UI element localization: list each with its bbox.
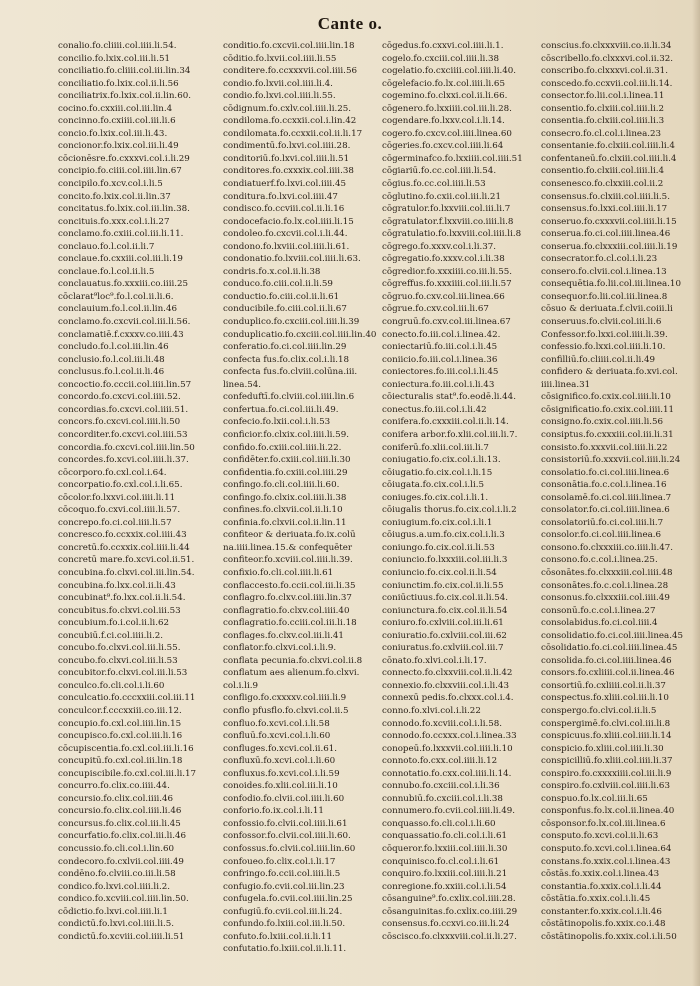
index-entry: cōdignum.fo.cxlv.col.iiii.li.25. bbox=[223, 103, 352, 114]
index-entry: cōsignificatio.fo.cxix.col.iiii.11 bbox=[541, 404, 675, 415]
index-entry: cōscribello.fo.clxxxvi.col.ii.32. bbox=[541, 53, 674, 64]
index-entry: conspiro.fo.cxlviii.col.iiii.li.63 bbox=[541, 781, 670, 792]
index-entry: cōgreffus.fo.xxxiiii.col.iii.li.57 bbox=[382, 279, 512, 290]
index-entry: connoto.fo.cxx.col.iiii.li.12 bbox=[382, 756, 498, 767]
index-entry: cōgiariū.fo.cc.col.iiii.li.54. bbox=[382, 166, 497, 177]
page-edge-shadow bbox=[692, 0, 700, 986]
index-entry: conscedo.fo.ccxvii.col.iii.li.14. bbox=[541, 78, 673, 89]
index-entry: concionor.fo.lxix.col.iii.li.49 bbox=[58, 141, 179, 152]
index-entry: concupio.fo.cxl.col.iiii.lin.15 bbox=[58, 718, 182, 729]
index-entry: confidero & deriuata.fo.xvi.col. bbox=[541, 367, 678, 378]
running-header: Cante o. bbox=[317, 14, 383, 33]
index-entry: consonus.fo.clxxxiii.col.iiii.49 bbox=[541, 593, 670, 604]
index-entry: concubitor.fo.clxvi.col.iii.li.53 bbox=[58, 668, 188, 679]
index-entry: concursio.fo.clix.col.iiii.li.46 bbox=[58, 806, 182, 817]
index-entry: condimentū.fo.lxvi.col.iiii.28. bbox=[223, 141, 351, 152]
index-entry: confluxus.fo.xcvi.col.i.li.59 bbox=[223, 768, 340, 779]
index-entry: constanter.fo.xxix.col.i.li.46 bbox=[541, 906, 662, 917]
index-entry: consolator.fo.ci.col.iiii.linea.6 bbox=[541, 505, 670, 516]
index-entry: cōgredior.fo.xxxiiii.co.iii.li.55. bbox=[382, 266, 513, 277]
index-entry: conquasso.fo.cli.col.i.li.60 bbox=[382, 818, 496, 829]
index-entry: conciliatio.fo.cliiii.col.iii.lin.34 bbox=[58, 66, 191, 77]
index-entry: linea.54. bbox=[223, 379, 262, 390]
index-entry: concussio.fo.cli.col.i.lin.60 bbox=[58, 844, 175, 854]
index-entry: conseruo.fo.cxxxvii.col.iiii.li.15 bbox=[541, 216, 677, 227]
index-entry: concubitus.fo.clxvi.col.iii.53 bbox=[58, 605, 181, 616]
index-column-4 bbox=[535, 40, 694, 980]
index-entry: confecio.fo.lxii.col.i.li.53 bbox=[223, 417, 331, 428]
index-entry: conclamatiē.f.cxxxv.co.iiii.43 bbox=[58, 329, 184, 340]
index-entry: conflages.fo.clxv.col.iii.li.41 bbox=[223, 630, 344, 641]
index-entry: condio.fo.lxvii.col.iiii.li.4. bbox=[223, 78, 333, 89]
index-entry: cōdictio.fo.lxvi.col.iiii.li.1 bbox=[58, 906, 168, 917]
index-entry: confinia.fo.clxvii.col.ii.lin.11 bbox=[223, 517, 347, 528]
index-entry: cōiugalis thorus.fo.cix.col.i.li.2 bbox=[382, 505, 517, 516]
index-entry: condonatio.fo.lxviii.col.iiii.li.63. bbox=[223, 254, 361, 265]
index-entry: conflatum aes alienum.fo.clxvi. bbox=[223, 668, 360, 679]
index-entry: consolidatio.fo.ci.col.iiii.linea.45 bbox=[541, 630, 684, 641]
index-entry: cōgelefacio.fo.lx.col.iiii.li.65 bbox=[382, 78, 505, 89]
index-entry: cōgratulor.fo.lxxviii.col.iii.li.7 bbox=[382, 204, 511, 215]
index-entry: concordia.fo.cxcvi.col.iiii.lin.50 bbox=[58, 442, 195, 453]
index-entry: conregione.fo.xxiii.col.i.li.54 bbox=[382, 881, 507, 892]
index-entry: conclauo.fo.l.col.ii.li.7 bbox=[58, 241, 155, 252]
index-entry: cōglutino.fo.cxii.col.iii.li.21 bbox=[382, 191, 501, 202]
index-entry: conclaue.fo.l.col.ii.li.5 bbox=[58, 266, 155, 277]
index-entry: conduplicatio.fo.cxciii.col.iiii.lin.40 bbox=[223, 329, 376, 340]
index-entry: consensus.fo.clxiii.col.iiii.li.5. bbox=[541, 191, 670, 202]
index-entry: consigno.fo.cxix.col.iiii.li.56 bbox=[541, 417, 664, 428]
index-entry: confidēter.fo.cxiii.col.iiii.li.30 bbox=[223, 455, 351, 466]
index-entry: coniuncio.fo.cix.col.ii.li.54 bbox=[382, 567, 497, 578]
index-entry: congruū.fo.cxv.col.iii.linea.67 bbox=[382, 317, 511, 328]
index-entry: concludo.fo.l.col.iii.lin.46 bbox=[58, 342, 169, 353]
index-entry: coniuro.fo.cxlviii.col.iii.li.61 bbox=[382, 618, 504, 629]
index-entry: confecta fus.fo.clviii.colūna.iii. bbox=[223, 367, 358, 378]
index-entry: conopeū.fo.lxxxvii.col.iiii.li.10 bbox=[382, 743, 513, 754]
index-entry: concinno.fo.cxiiii.col.iii.li.6 bbox=[58, 116, 176, 127]
index-entry: conifera.fo.cxxxiii.col.ii.li.14. bbox=[382, 417, 509, 428]
index-entry: cōgius.fo.cc.col.iiii.li.53 bbox=[382, 179, 486, 190]
index-entry: consolatio.fo.ci.col.iiii.linea.6 bbox=[541, 467, 670, 478]
index-entry: concubo.fo.clxvi.col.iii.li.55. bbox=[58, 643, 181, 654]
index-entry: cocino.fo.cxxiii.col.iii.lin.4 bbox=[58, 103, 173, 114]
index-entry: conducibile.fo.ciii.col.ii.li.67 bbox=[223, 304, 347, 315]
index-entry: connodo.fo.ccxxx.col.i.linea.33 bbox=[382, 731, 517, 742]
index-entry: connecto.fo.clxxviii.col.ii.li.42 bbox=[382, 668, 513, 679]
index-entry: conditio.fo.cxcvii.col.iiii.lin.18 bbox=[223, 41, 355, 51]
index-entry: conciliatrix.fo.lxix.col.ii.lin.60. bbox=[58, 91, 192, 102]
index-entry: concresco.fo.ccxxix.col.iiii.43 bbox=[58, 530, 187, 541]
index-entry: coniicio.fo.iii.col.i.linea.36 bbox=[382, 354, 498, 365]
index-entry: connodo.fo.xcviii.col.i.li.58. bbox=[382, 718, 503, 729]
index-entry: condictū.fo.lxvi.col.iiii.li.5. bbox=[58, 919, 175, 930]
index-entry: cōsponsor.fo.lx.col.iii.linea.6 bbox=[541, 818, 666, 829]
index-entry: cogelatio.fo.cxciiii.col.iiii.li.40. bbox=[382, 66, 517, 77]
index-entry: concio.fo.lxix.col.iii.li.43. bbox=[58, 128, 168, 139]
index-entry: confluges.fo.xcvi.col.ii.61. bbox=[223, 743, 338, 754]
index-entry: concipio.fo.ciiii.col.iiii.lin.67 bbox=[58, 166, 182, 177]
index-entry: cōsanguine⁹.fo.cxlix.col.iiii.28. bbox=[382, 894, 516, 905]
index-entry: cōgeries.fo.cxcv.col.iiii.li.64 bbox=[382, 141, 504, 152]
index-entry: cōgratulatio.fo.lxxviii.col.iiii.li.8 bbox=[382, 229, 522, 240]
index-entry: conspicilliū.fo.xliii.col.iiii.li.37 bbox=[541, 756, 673, 767]
index-entry: condecoro.fo.cxlvii.col.iiii.49 bbox=[58, 856, 184, 867]
index-entry: confidentia.fo.cxiii.col.iiii.29 bbox=[223, 467, 348, 478]
index-entry: cōiugata.fo.cix.col.i.li.5 bbox=[382, 480, 485, 491]
index-entry: consortiū.fo.cxliiii.col.ii.li.37 bbox=[541, 680, 666, 691]
index-entry: consputo.fo.xcvi.col.ii.li.63 bbox=[541, 831, 659, 842]
index-entry: cōgenero.fo.lxxiiii.col.iii.li.28. bbox=[382, 103, 512, 114]
index-entry: coniungo.fo.cix.col.ii.li.53 bbox=[382, 542, 495, 553]
index-entry: concilio.fo.lxix.col.iii.li.51 bbox=[58, 53, 171, 64]
index-entry: conciliatio.fo.lxix.col.ii.li.56 bbox=[58, 78, 179, 89]
index-entry: confoueo.fo.clix.col.i.li.17 bbox=[223, 856, 336, 867]
index-entry: conditoriū.fo.lxvi.col.iiii.li.51 bbox=[223, 153, 350, 164]
index-entry: cōgerminafco.fo.lxxiiii.col.iiii.51 bbox=[382, 153, 523, 164]
index-entry: cōstātinopolis.fo.xxix.col.i.li.50 bbox=[541, 931, 677, 942]
index-entry: confingo.fo.cli.col.iiii.li.60. bbox=[223, 480, 340, 491]
index-entry: connexū pedis.fo.clxxx.col.i.4. bbox=[382, 693, 514, 704]
index-entry: confertua.fo.ci.col.iii.li.49. bbox=[223, 404, 339, 415]
index-entry: coniuges.fo.cix.col.i.li.1. bbox=[382, 492, 489, 503]
index-entry: cōditio.fo.lxvii.col.iiii.li.55 bbox=[223, 53, 337, 64]
index-entry: conditura.fo.lxvi.col.iiii.47 bbox=[223, 191, 338, 202]
index-entry: conspiro.fo.cxxxxiiii.col.iii.li.9 bbox=[541, 768, 672, 779]
index-entry: consonātia.fo.c.col.i.linea.16 bbox=[541, 480, 667, 491]
index-entry: coniūctiuus.fo.cix.col.ii.li.54. bbox=[382, 593, 509, 604]
index-entry: confeduftī.fo.clviii.col.iiii.lin.6 bbox=[223, 392, 355, 403]
index-entry: confecta fus.fo.clix.col.i.li.18 bbox=[223, 354, 350, 365]
index-entry: consputo.fo.xcvi.col.i.linea.64 bbox=[541, 844, 672, 854]
index-entry: confligo.fo.cxxxxv.col.iiii.li.9 bbox=[223, 693, 347, 704]
index-entry: concursio.fo.clix.col.iiii.46 bbox=[58, 793, 174, 804]
index-entry: conseruus.fo.clvii.col.iii.li.6 bbox=[541, 317, 662, 328]
index-entry: condono.fo.lxviii.col.iiii.li.61. bbox=[223, 241, 350, 252]
index-entry: conculcor.f.cccxxiii.co.iii.12. bbox=[58, 705, 182, 716]
index-entry: cōsanguinitas.fo.cxlix.co.iiii.29 bbox=[382, 906, 518, 917]
index-entry: concito.fo.lxix.col.ii.lin.37 bbox=[58, 191, 171, 202]
index-entry: condico.fo.lxvi.col.iiii.li.2. bbox=[58, 881, 171, 892]
index-entry: concubo.fo.clxvi.col.iii.li.53 bbox=[58, 655, 178, 666]
index-entry: consiptus.fo.cxxxiii.col.iii.li.31 bbox=[541, 429, 674, 440]
index-entry: conspicio.fo.xliii.col.iiii.li.30 bbox=[541, 743, 664, 754]
index-entry: confugio.fo.cvii.col.iii.lin.23 bbox=[223, 881, 345, 892]
index-entry: conifera arbor.fo.xlii.col.iii.li.7. bbox=[382, 429, 518, 440]
index-entry: concupiscibile.fo.cxl.col.iii.li.17 bbox=[58, 768, 197, 779]
index-entry: conserua.fo.clxxxiii.col.iiii.li.19 bbox=[541, 241, 678, 252]
index-entry: confringo.fo.ccii.col.iiii.li.5 bbox=[223, 869, 341, 880]
index-entry: conno.fo.xlvi.col.i.li.22 bbox=[382, 705, 481, 716]
index-entry: iiii.linea.31 bbox=[541, 379, 591, 390]
index-entry: confundo.fo.lxiii.col.iii.li.50. bbox=[223, 919, 346, 930]
index-entry: conspuo.fo.lx.col.iii.li.65 bbox=[541, 793, 648, 804]
index-entry: consentio.fo.clxiii.col.iiii.li.4 bbox=[541, 166, 665, 177]
index-entry: confluo.fo.xcvi.col.i.li.58 bbox=[223, 718, 330, 729]
index-entry: cōgedus.fo.cxxvi.col.iiii.li.1. bbox=[382, 41, 504, 51]
index-entry: concordes.fo.xcvi.col.iiii.li.37. bbox=[58, 455, 189, 466]
index-entry: concubina.fo.lxx.col.ii.li.43 bbox=[58, 580, 176, 591]
index-entry: connumero.fo.cvii.col.iiii.li.49. bbox=[382, 806, 516, 817]
index-entry: concituis.fo.xxx.col.i.li.27 bbox=[58, 216, 170, 227]
index-entry: concupitū.fo.cxl.col.iii.lin.18 bbox=[58, 756, 183, 767]
index-entry: connotatio.fo.cxx.col.iiii.li.14. bbox=[382, 768, 512, 779]
index-entry: condio.fo.lxvi.col.iiii.li.55. bbox=[223, 91, 336, 102]
index-entry: confluxū.fo.xcvi.col.i.li.60 bbox=[223, 756, 336, 767]
index-entry: conferatio.fo.ci.col.iiii.lin.29 bbox=[223, 342, 347, 353]
index-entry: condictū.fo.xcviii.col.iiii.li.51 bbox=[58, 931, 185, 942]
index-entry: concorpatio.fo.cxl.col.i.li.65. bbox=[58, 480, 183, 491]
index-entry: confixio.fo.cli.col.iiii.li.61 bbox=[223, 567, 334, 578]
index-entry: condiloma.fo.ccxxii.col.i.lin.42 bbox=[223, 116, 357, 127]
index-entry: cōclarat⁹loc⁹.fo.l.col.ii.li.6. bbox=[58, 291, 174, 302]
index-entry: Confessor.fo.lxxi.col.iiii.li.39. bbox=[541, 329, 668, 340]
index-entry: cōsonātes.fo.clxxxiii.col.iiii.48 bbox=[541, 567, 673, 578]
index-entry: condoleo.fo.cxcvii.col.i.li.44. bbox=[223, 229, 348, 240]
index-entry: connubo.fo.cxciii.col.i.li.36 bbox=[382, 781, 500, 792]
index-entry: concupisco.fo.cxl.col.iii.li.16 bbox=[58, 731, 183, 742]
index-entry: concorditer.fo.cxcvi.col.iiii.53 bbox=[58, 429, 188, 440]
index-entry: consentia.fo.clxiii.col.iiii.li.3 bbox=[541, 116, 665, 127]
index-entry: cōscisco.fo.clxxxviii.col.ii.li.27. bbox=[382, 931, 517, 942]
index-entry: concretū.fo.ccxxix.col.iiii.li.44 bbox=[58, 542, 190, 553]
index-entry: coniunctura.fo.cix.col.ii.li.54 bbox=[382, 605, 508, 616]
index-entry: consecro.fo.cl.col.i.linea.23 bbox=[541, 128, 662, 139]
index-entry: concordias.fo.cxcvi.col.iiii.51. bbox=[58, 404, 189, 415]
index-entry: cogelo.fo.cxciii.col.iiii.li.38 bbox=[382, 53, 500, 64]
index-entry: confessio.fo.lxxi.col.iiii.li.10. bbox=[541, 342, 666, 353]
index-entry: cōcupiscentia.fo.cxl.col.iii.li.16 bbox=[58, 743, 194, 754]
index-entry: consolabidus.fo.ci.col.iiii.4 bbox=[541, 618, 658, 629]
index-entry: cōgrego.fo.xxxv.col.i.li.37. bbox=[382, 241, 497, 252]
index-entry: cōcolor.fo.lxxvi.col.iiii.li.11 bbox=[58, 492, 176, 503]
index-entry: confossor.fo.clvii.col.iiii.li.60. bbox=[223, 831, 351, 842]
index-entry: coniuratio.fo.cxlviii.col.iii.62 bbox=[382, 630, 507, 641]
index-entry: conclusio.fo.l.col.iii.li.48 bbox=[58, 354, 165, 365]
index-entry: confines.fo.clxvii.col.ii.li.10 bbox=[223, 505, 343, 516]
index-entry: conflaccesto.fo.ccii.col.iii.li.35 bbox=[223, 580, 356, 591]
index-entry: conclaue.fo.cxxiii.col.iii.li.19 bbox=[58, 254, 183, 265]
index-entry: concursus.fo.clix.col.iii.li.45 bbox=[58, 818, 181, 829]
index-entry: cōcoquo.fo.cxvi.col.iiii.li.57. bbox=[58, 505, 181, 516]
index-entry: concordo.fo.cxcvi.col.iiii.52. bbox=[58, 392, 181, 403]
index-entry: cogemino.fo.clxxi.col.ii.li.66. bbox=[382, 91, 508, 102]
index-entry: cōstās.fo.xxix.col.i.linea.43 bbox=[541, 869, 660, 880]
index-entry: cōgrue.fo.cxv.col.iii.li.67 bbox=[382, 304, 489, 315]
index-entry: confentaneū.fo.clxiii.col.iiii.li.4 bbox=[541, 153, 677, 164]
index-entry: conclamo.fo.cxiii.col.iii.li.11. bbox=[58, 229, 184, 240]
index-entry: consors.fo.cxliiii.col.ii.linea.46 bbox=[541, 668, 675, 679]
index-entry: confingo.fo.clxix.col.iiii.li.38 bbox=[223, 492, 347, 503]
index-entry: conditores.fo.cxxxix.col.iiii.38 bbox=[223, 166, 354, 177]
index-columns bbox=[58, 40, 694, 980]
index-entry: concubium.fo.i.col.ii.li.62 bbox=[58, 618, 170, 629]
index-entry: coniferū.fo.xlii.col.iii.li.7 bbox=[382, 442, 489, 453]
index-entry: conquassatio.fo.cli.col.i.li.61 bbox=[382, 831, 508, 842]
index-entry: connexio.fo.clxxviii.col.i.li.43 bbox=[382, 680, 509, 691]
index-entry: conditere.fo.ccxxxvii.col.iiii.56 bbox=[223, 66, 357, 77]
index-entry: cōiugus.a.um.fo.cix.col.i.li.3 bbox=[382, 530, 505, 541]
index-entry: consequētia.fo.lii.col.iii.linea.10 bbox=[541, 279, 681, 290]
index-entry: cōsolidatio.fo.ci.col.iiii.linea.45 bbox=[541, 643, 678, 654]
index-entry: consensus.fo.lxxi.col.iiii.li.17 bbox=[541, 204, 668, 215]
index-entry: consolamē.fo.ci.col.iiii.linea.7 bbox=[541, 492, 672, 503]
index-entry: consensus.fo.ccxvi.co.iii.li.24 bbox=[382, 919, 510, 930]
index-entry: cōstātia.fo.xxix.col.i.li.45 bbox=[541, 894, 651, 905]
index-entry: na.iiii.linea.15.& confequēter bbox=[223, 542, 353, 553]
index-entry: coniuratus.fo.cxlviii.col.iii.7 bbox=[382, 643, 504, 654]
index-entry: confido.fo.cxiii.col.iiii.li.22. bbox=[223, 442, 342, 453]
index-entry: consector.fo.lii.col.i.linea.11 bbox=[541, 91, 665, 102]
index-entry: consolida.fo.ci.col.iiii.linea.46 bbox=[541, 655, 672, 666]
index-entry: coniugium.fo.cix.col.i.li.1 bbox=[382, 517, 493, 528]
index-entry: conoides.fo.xlii.col.iii.li.10 bbox=[223, 781, 338, 792]
index-entry: cōsignifico.fo.cxix.col.iiii.li.10 bbox=[541, 392, 671, 403]
index-entry: conflo pfusflo.fo.clxvi.col.ii.5 bbox=[223, 705, 349, 716]
index-entry: condris.fo.x.col.ii.li.38 bbox=[223, 266, 321, 277]
index-entry: conclusus.fo.l.col.ii.li.46 bbox=[58, 367, 165, 378]
index-entry: conflata pecunia.fo.clxvi.col.ii.8 bbox=[223, 655, 363, 666]
index-entry: conscius.fo.clxxxviii.co.ii.li.34 bbox=[541, 41, 672, 51]
index-entry: concretū mare.fo.xcvi.col.ii.51. bbox=[58, 555, 195, 566]
index-entry: confilliū.fo.cliiii.col.ii.li.49 bbox=[541, 354, 656, 365]
index-entry: condiatuerf.fo.lxvi.col.iiii.45 bbox=[223, 179, 347, 190]
index-entry: conalio.fo.cliiii.col.iiii.li.54. bbox=[58, 41, 177, 51]
index-entry: conscribo.fo.clxxxvi.col.ii.31. bbox=[541, 66, 668, 77]
index-entry: conspectus.fo.xliii.col.iii.li.10 bbox=[541, 693, 669, 704]
index-entry: concubina.fo.clxvi.col.iii.lin.54. bbox=[58, 567, 195, 578]
index-entry: concubinat⁹.fo.lxx.col.ii.li.54. bbox=[58, 593, 186, 604]
index-entry: consolatoriū.fo.ci.col.iiii.li.7 bbox=[541, 517, 664, 528]
index-entry: conserua.fo.ci.col.iiii.linea.46 bbox=[541, 229, 671, 240]
index-entry: consonātes.fo.c.col.i.linea.28 bbox=[541, 580, 669, 591]
index-entry: cōiecturalis stat⁹.fo.eodē.li.44. bbox=[382, 392, 516, 403]
index-entry: concitatus.fo.lxix.col.iii.lin.38. bbox=[58, 204, 190, 215]
index-entry: conflator.fo.clxvi.col.i.li.9. bbox=[223, 643, 337, 654]
index-entry: cōgratulator.f.lxxviii.co.iiii.li.8 bbox=[382, 216, 514, 227]
index-entry: conduplico.fo.cxciii.col.iiii.li.39 bbox=[223, 317, 360, 328]
index-entry: condocefacio.fo.lx.col.iiii.li.15 bbox=[223, 216, 354, 227]
index-column-2 bbox=[217, 40, 376, 980]
index-entry: consentanie.fo.clxiii.col.iiii.li.4 bbox=[541, 141, 675, 152]
index-entry: cogero.fo.cxcv.col.iiii.linea.60 bbox=[382, 128, 512, 139]
index-entry: consero.fo.clvii.col.i.linea.13 bbox=[541, 266, 667, 277]
index-entry: conduco.fo.ciii.col.ii.li.59 bbox=[223, 279, 333, 290]
index-entry: cōsuo & deriuata.f.clvii.coiii.li bbox=[541, 304, 673, 315]
index-entry: confuto.fo.lxiii.col.ii.li.11 bbox=[223, 931, 332, 942]
index-entry: conclauatus.fo.xxxiii.co.iiii.25 bbox=[58, 279, 189, 290]
index-entry: consentio.fo.clxiii.col.iiii.li.2 bbox=[541, 103, 665, 114]
index-entry: conspergimē.fo.clvi.col.iii.li.8 bbox=[541, 718, 671, 729]
index-entry: constans.fo.xxix.col.i.linea.43 bbox=[541, 856, 671, 867]
index-entry: consequor.fo.lii.col.iii.linea.8 bbox=[541, 291, 668, 302]
index-entry: coniugatio.fo.cix.col.i.li.13. bbox=[382, 455, 501, 466]
index-entry: consolor.fo.ci.col.iiii.linea.6 bbox=[541, 530, 662, 541]
index-entry: consponfus.fo.lx.col.ii.linea.40 bbox=[541, 806, 675, 817]
index-entry: conductio.fo.ciii.col.ii.li.61 bbox=[223, 291, 340, 302]
index-entry: coniuncio.fo.lxxxiii.col.iii.li.3 bbox=[382, 555, 508, 566]
index-entry: consecrator.fo.cl.col.i.li.23 bbox=[541, 254, 658, 265]
index-entry: confodio.fo.clvii.col.iiii.li.60 bbox=[223, 793, 345, 804]
index-entry: condilomata.fo.ccxxii.col.ii.li.17 bbox=[223, 128, 363, 139]
index-entry: conclamo.fo.cxcvii.col.iii.li.56. bbox=[58, 317, 191, 328]
index-entry: connubiū.fo.cxciii.col.i.li.38 bbox=[382, 793, 503, 804]
index-entry: condico.fo.xcviii.col.iiii.lin.50. bbox=[58, 894, 189, 905]
index-entry: concors.fo.cxcvi.col.iiii.li.50 bbox=[58, 417, 181, 428]
index-entry: concubiū.f.ci.col.iiii.li.2. bbox=[58, 630, 164, 641]
index-entry: confiteor.fo.xcviii.col.iiii.li.39. bbox=[223, 555, 353, 566]
index-entry: conflagro.fo.clxv.col.iiii.lin.37 bbox=[223, 593, 352, 604]
index-entry: cōqueror.fo.lxxiii.col.iiii.li.30 bbox=[382, 844, 508, 854]
index-entry: conquinisco.fo.cl.col.i.li.61 bbox=[382, 856, 500, 867]
index-entry: conculcatio.fo.cccxxiii.col.iii.11 bbox=[58, 693, 196, 704]
index-entry: coniunctim.fo.cix.col.ii.li.55 bbox=[382, 580, 504, 591]
index-entry: conforio.fo.ix.col.i.li.11 bbox=[223, 806, 324, 817]
index-entry: cōgregatio.fo.xxxv.col.i.li.38 bbox=[382, 254, 505, 265]
index-entry: concurro.fo.clix.co.iiii.44. bbox=[58, 781, 170, 792]
index-entry: consono.fo.c.col.i.linea.25. bbox=[541, 555, 658, 566]
index-entry: confugela.fo.cvii.col.iiii.lin.25 bbox=[223, 894, 353, 905]
index-entry: consisto.fo.xxxvii.col.iiii.li.22 bbox=[541, 442, 668, 453]
index-entry: conecto.fo.iii.col.i.linea.42. bbox=[382, 329, 501, 340]
index-entry: concipilo.fo.xcv.col.i.li.5 bbox=[58, 179, 163, 190]
index-entry: confluū.fo.xcvi.col.i.li.60 bbox=[223, 731, 331, 742]
index-entry: confiteor & deriuata.fo.ix.colū bbox=[223, 530, 356, 541]
index-entry: coniectores.fo.iii.col.i.li.45 bbox=[382, 367, 499, 378]
index-entry: coniectariū.fo.iii.col.i.li.45 bbox=[382, 342, 498, 353]
index-entry: conficior.fo.clxix.col.iiii.li.59. bbox=[223, 429, 350, 440]
index-entry: concoctio.fo.cccii.col.iiii.lin.57 bbox=[58, 379, 192, 390]
index-entry: consistoriū.fo.xxxvii.col.iiii.li.24 bbox=[541, 455, 681, 466]
index-entry: cōcorporo.fo.cxl.col.i.64. bbox=[58, 467, 167, 478]
index-entry: conculco.fo.cli.col.i.li.60 bbox=[58, 680, 165, 691]
index-entry: conspergo.fo.clvi.col.ii.li.5 bbox=[541, 705, 657, 716]
index-entry: concrepo.fo.ci.col.iiii.li.57 bbox=[58, 517, 172, 528]
index-entry: cōstātinopolis.fo.xxix.co.i.48 bbox=[541, 919, 666, 930]
index-column-1 bbox=[58, 40, 217, 980]
index-entry: constantia.fo.xxix.col.i.li.44 bbox=[541, 881, 662, 892]
index-entry: cōgruo.fo.cxv.col.iii.linea.66 bbox=[382, 291, 505, 302]
index-column-3 bbox=[376, 40, 535, 980]
index-entry: cogendare.fo.lxxv.col.i.li.14. bbox=[382, 116, 505, 127]
index-entry: consonū.fo.c.col.i.linea.27 bbox=[541, 605, 656, 616]
index-entry: conflagratio.fo.clxv.col.iiii.40 bbox=[223, 605, 350, 616]
index-entry: confugiū.fo.cvii.col.iii.li.24. bbox=[223, 906, 343, 917]
index-entry: conectus.fo.iii.col.i.li.42 bbox=[382, 404, 487, 415]
index-entry: cōiugatio.fo.cix.col.i.li.15 bbox=[382, 467, 493, 478]
index-entry: conflagratio.fo.cciii.col.iii.li.18 bbox=[223, 618, 357, 629]
index-entry: condēno.fo.clviii.co.iii.li.58 bbox=[58, 869, 176, 880]
index-entry: confossio.fo.clvii.col.iiii.li.61 bbox=[223, 818, 348, 829]
index-entry: conspicuus.fo.xliii.col.iiii.li.14 bbox=[541, 731, 672, 742]
index-entry: confutatio.fo.lxiii.col.ii.li.11. bbox=[223, 944, 347, 955]
index-entry: cōnato.fo.xlvi.col.i.li.17. bbox=[382, 655, 487, 666]
index-entry: condisco.fo.ccviii.col.ii.li.16 bbox=[223, 204, 345, 215]
index-entry: col.i.li.9 bbox=[223, 680, 259, 691]
index-entry: cōcionēsre.fo.cxxxvi.col.i.li.29 bbox=[58, 153, 190, 164]
index-entry: conquiro.fo.lxxiii.col.iiii.li.21 bbox=[382, 869, 508, 880]
index-entry: consenesco.fo.clxxiii.col.ii.2 bbox=[541, 179, 664, 190]
index-entry: conclauium.fo.l.col.ii.lin.46 bbox=[58, 304, 177, 315]
index-entry: confossus.fo.clvii.col.iiii.lin.60 bbox=[223, 844, 356, 854]
index-entry: coniectura.fo.iii.col.i.li.43 bbox=[382, 379, 495, 390]
index-entry: consono.fo.clxxxiii.co.iiii.li.47. bbox=[541, 542, 674, 553]
index-entry: concurfatio.fo.clix.col.iii.li.46 bbox=[58, 831, 187, 842]
